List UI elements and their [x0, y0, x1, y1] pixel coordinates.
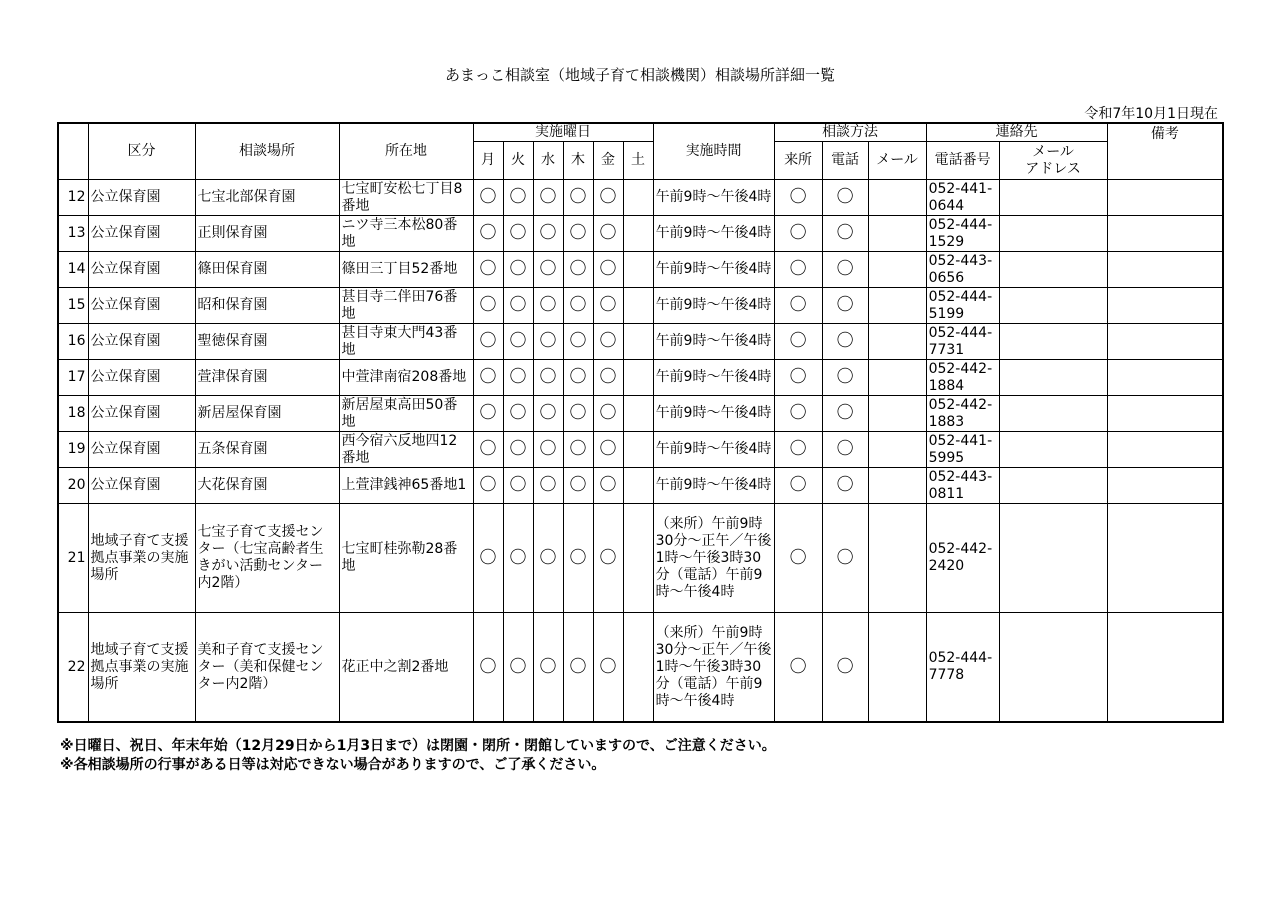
table-body	[58, 180, 1223, 723]
row-day-mark: 〇	[473, 613, 503, 723]
row-day-mark: 〇	[473, 360, 503, 396]
footnote-events: ※各相談場所の行事がある日等は対応できない場合がありますので、ご了承ください。	[60, 757, 606, 773]
row-hours: 午前9時～午後4時	[653, 396, 774, 432]
row-category: 公立保育園	[88, 180, 195, 216]
row-day-mark: 〇	[503, 396, 533, 432]
row-method-mark: 〇	[822, 252, 868, 288]
row-method-mark: 〇	[774, 324, 822, 360]
row-phone: 052-443-0656	[926, 252, 999, 288]
row-day-mark: 〇	[593, 432, 623, 468]
row-category: 公立保育園	[88, 360, 195, 396]
row-day-mark: 〇	[593, 324, 623, 360]
row-hours: （来所）午前9時30分～正午／午後1時～午後3時30分（電話）午前9時～午後4時	[653, 504, 774, 613]
table-row	[58, 180, 1223, 216]
header-method-mail: メール	[868, 142, 926, 180]
row-method-mark: 〇	[822, 180, 868, 216]
row-mail	[999, 216, 1107, 252]
row-method-mark	[868, 613, 926, 723]
row-hours: 午前9時～午後4時	[653, 288, 774, 324]
row-place: 聖徳保育園	[195, 324, 339, 360]
row-day-mark: 〇	[503, 180, 533, 216]
row-remarks	[1107, 468, 1223, 504]
row-place: 正則保育園	[195, 216, 339, 252]
row-day-mark: 〇	[503, 468, 533, 504]
header-contact-group: 連絡先	[926, 123, 1107, 142]
row-category: 公立保育園	[88, 468, 195, 504]
row-day-mark: 〇	[593, 216, 623, 252]
row-method-mark	[868, 216, 926, 252]
row-number: 13	[58, 216, 88, 252]
row-phone: 052-444-7778	[926, 613, 999, 723]
row-phone: 052-444-1529	[926, 216, 999, 252]
header-phone: 電話番号	[926, 142, 999, 180]
row-day-mark: 〇	[593, 252, 623, 288]
row-day-mark: 〇	[533, 468, 563, 504]
row-day-mark: 〇	[593, 613, 623, 723]
row-phone: 052-441-5995	[926, 432, 999, 468]
row-day-mark	[623, 360, 653, 396]
table-row	[58, 396, 1223, 432]
row-mail	[999, 288, 1107, 324]
consultation-table	[57, 122, 1224, 723]
row-phone: 052-442-2420	[926, 504, 999, 613]
row-remarks	[1107, 180, 1223, 216]
row-hours: 午前9時～午後4時	[653, 324, 774, 360]
row-mail	[999, 504, 1107, 613]
row-category: 公立保育園	[88, 432, 195, 468]
row-day-mark: 〇	[533, 360, 563, 396]
row-day-mark: 〇	[563, 396, 593, 432]
header-method-group: 相談方法	[774, 123, 926, 142]
row-mail	[999, 324, 1107, 360]
row-address: 西今宿六反地四12番地	[339, 432, 473, 468]
row-number: 18	[58, 396, 88, 432]
row-day-mark: 〇	[593, 468, 623, 504]
row-category: 地域子育て支援拠点事業の実施場所	[88, 613, 195, 723]
row-category: 地域子育て支援拠点事業の実施場所	[88, 504, 195, 613]
table-row	[58, 432, 1223, 468]
row-day-mark: 〇	[593, 504, 623, 613]
row-day-mark	[623, 432, 653, 468]
page-title: あまっこ相談室（地域子育て相談機関）相談場所詳細一覧	[444, 66, 835, 84]
header-method-phone: 電話	[822, 142, 868, 180]
row-day-mark: 〇	[593, 288, 623, 324]
row-method-mark: 〇	[822, 324, 868, 360]
row-place: 篠田保育園	[195, 252, 339, 288]
row-day-mark	[623, 504, 653, 613]
row-method-mark: 〇	[774, 613, 822, 723]
header-mail-line1: メール	[1032, 143, 1074, 160]
row-mail	[999, 613, 1107, 723]
row-remarks	[1107, 504, 1223, 613]
header-day-tue: 火	[503, 142, 533, 180]
row-method-mark: 〇	[774, 252, 822, 288]
header-day-thu: 木	[563, 142, 593, 180]
row-address: 篠田三丁目52番地	[339, 252, 473, 288]
row-day-mark	[623, 324, 653, 360]
row-method-mark: 〇	[774, 468, 822, 504]
row-address: 花正中之割2番地	[339, 613, 473, 723]
table-row	[58, 288, 1223, 324]
row-method-mark: 〇	[822, 216, 868, 252]
row-mail	[999, 180, 1107, 216]
row-day-mark: 〇	[563, 324, 593, 360]
row-address: 上萱津銭神65番地1	[339, 468, 473, 504]
row-hours: 午前9時～午後4時	[653, 360, 774, 396]
row-number: 21	[58, 504, 88, 613]
row-day-mark: 〇	[593, 396, 623, 432]
row-method-mark: 〇	[822, 396, 868, 432]
row-method-mark	[868, 252, 926, 288]
row-number: 14	[58, 252, 88, 288]
row-day-mark: 〇	[533, 432, 563, 468]
header-mail-line2: アドレス	[1025, 160, 1081, 177]
row-day-mark	[623, 396, 653, 432]
row-number: 22	[58, 613, 88, 723]
row-day-mark: 〇	[533, 252, 563, 288]
row-day-mark: 〇	[473, 216, 503, 252]
header-remarks: 備考	[1107, 123, 1223, 180]
footnotes	[60, 737, 776, 775]
row-address: 新居屋東高田50番地	[339, 396, 473, 432]
row-remarks	[1107, 216, 1223, 252]
table-row	[58, 504, 1223, 613]
row-method-mark: 〇	[774, 180, 822, 216]
row-remarks	[1107, 252, 1223, 288]
row-method-mark: 〇	[822, 504, 868, 613]
row-place: 七宝子育て支援センター（七宝高齢者生きがい活動センター内2階）	[195, 504, 339, 613]
row-day-mark: 〇	[533, 288, 563, 324]
row-category: 公立保育園	[88, 216, 195, 252]
row-mail	[999, 360, 1107, 396]
header-day-fri: 金	[593, 142, 623, 180]
header-mail-address	[999, 142, 1107, 180]
row-day-mark	[623, 288, 653, 324]
row-day-mark: 〇	[533, 180, 563, 216]
table-row	[58, 252, 1223, 288]
row-phone: 052-441-0644	[926, 180, 999, 216]
header-days-group: 実施曜日	[473, 123, 653, 142]
row-day-mark: 〇	[473, 432, 503, 468]
row-day-mark: 〇	[473, 504, 503, 613]
row-category: 公立保育園	[88, 396, 195, 432]
row-day-mark: 〇	[473, 288, 503, 324]
row-hours: 午前9時～午後4時	[653, 432, 774, 468]
header-day-sat: 土	[623, 142, 653, 180]
row-day-mark: 〇	[533, 324, 563, 360]
row-day-mark: 〇	[503, 288, 533, 324]
row-method-mark: 〇	[822, 432, 868, 468]
row-place: 美和子育て支援センター（美和保健センター内2階）	[195, 613, 339, 723]
row-day-mark: 〇	[473, 180, 503, 216]
row-method-mark: 〇	[774, 360, 822, 396]
header-day-mon: 月	[473, 142, 503, 180]
row-place: 萱津保育園	[195, 360, 339, 396]
row-phone: 052-444-5199	[926, 288, 999, 324]
row-remarks	[1107, 396, 1223, 432]
row-remarks	[1107, 324, 1223, 360]
row-day-mark: 〇	[533, 396, 563, 432]
header-number	[58, 123, 88, 180]
row-method-mark: 〇	[774, 288, 822, 324]
row-day-mark: 〇	[503, 432, 533, 468]
row-method-mark	[868, 396, 926, 432]
header-category: 区分	[88, 123, 195, 180]
table-row	[58, 468, 1223, 504]
row-number: 15	[58, 288, 88, 324]
row-number: 12	[58, 180, 88, 216]
header-day-wed: 水	[533, 142, 563, 180]
row-address: 七宝町桂弥勒28番地	[339, 504, 473, 613]
row-method-mark	[868, 504, 926, 613]
row-category: 公立保育園	[88, 252, 195, 288]
row-hours: 午前9時～午後4時	[653, 180, 774, 216]
row-number: 19	[58, 432, 88, 468]
row-day-mark	[623, 613, 653, 723]
row-day-mark	[623, 216, 653, 252]
row-number: 20	[58, 468, 88, 504]
row-day-mark: 〇	[563, 504, 593, 613]
row-phone: 052-444-7731	[926, 324, 999, 360]
row-day-mark: 〇	[503, 324, 533, 360]
row-day-mark: 〇	[563, 613, 593, 723]
row-place: 大花保育園	[195, 468, 339, 504]
as-of-date: 令和7年10月1日現在	[1084, 106, 1218, 122]
row-method-mark: 〇	[822, 360, 868, 396]
row-day-mark	[623, 468, 653, 504]
header-address: 所在地	[339, 123, 473, 180]
row-method-mark	[868, 324, 926, 360]
header-place: 相談場所	[195, 123, 339, 180]
row-mail	[999, 396, 1107, 432]
table-row	[58, 613, 1223, 723]
row-phone: 052-443-0811	[926, 468, 999, 504]
row-day-mark: 〇	[533, 504, 563, 613]
row-remarks	[1107, 613, 1223, 723]
table-row	[58, 324, 1223, 360]
row-place: 新居屋保育園	[195, 396, 339, 432]
row-day-mark: 〇	[563, 252, 593, 288]
row-method-mark: 〇	[822, 613, 868, 723]
row-remarks	[1107, 288, 1223, 324]
row-hours: 午前9時～午後4時	[653, 216, 774, 252]
row-day-mark: 〇	[533, 613, 563, 723]
row-remarks	[1107, 432, 1223, 468]
row-category: 公立保育園	[88, 324, 195, 360]
row-day-mark: 〇	[563, 288, 593, 324]
row-phone: 052-442-1884	[926, 360, 999, 396]
row-day-mark: 〇	[563, 216, 593, 252]
row-place: 七宝北部保育園	[195, 180, 339, 216]
row-day-mark	[623, 252, 653, 288]
row-day-mark: 〇	[473, 396, 503, 432]
row-day-mark: 〇	[503, 252, 533, 288]
row-method-mark: 〇	[774, 216, 822, 252]
row-category: 公立保育園	[88, 288, 195, 324]
row-address: 甚目寺二伴田76番地	[339, 288, 473, 324]
row-day-mark	[623, 180, 653, 216]
row-place: 五条保育園	[195, 432, 339, 468]
row-method-mark	[868, 360, 926, 396]
row-day-mark: 〇	[533, 216, 563, 252]
row-method-mark: 〇	[822, 288, 868, 324]
row-method-mark: 〇	[774, 396, 822, 432]
row-method-mark: 〇	[822, 468, 868, 504]
row-method-mark: 〇	[774, 504, 822, 613]
table-row	[58, 360, 1223, 396]
row-method-mark: 〇	[774, 432, 822, 468]
row-day-mark: 〇	[503, 504, 533, 613]
row-day-mark: 〇	[593, 180, 623, 216]
row-method-mark	[868, 288, 926, 324]
header-method-visit: 来所	[774, 142, 822, 180]
row-hours: 午前9時～午後4時	[653, 468, 774, 504]
row-method-mark	[868, 468, 926, 504]
row-day-mark: 〇	[503, 360, 533, 396]
row-day-mark: 〇	[473, 252, 503, 288]
table-row	[58, 216, 1223, 252]
row-address: 中萱津南宿208番地	[339, 360, 473, 396]
row-method-mark	[868, 432, 926, 468]
header-hours: 実施時間	[653, 123, 774, 180]
row-address: ニツ寺三本松80番地	[339, 216, 473, 252]
row-phone: 052-442-1883	[926, 396, 999, 432]
row-mail	[999, 468, 1107, 504]
row-method-mark	[868, 180, 926, 216]
row-remarks	[1107, 360, 1223, 396]
row-hours: 午前9時～午後4時	[653, 252, 774, 288]
row-number: 16	[58, 324, 88, 360]
row-day-mark: 〇	[503, 613, 533, 723]
footnote-closed-days: ※日曜日、祝日、年末年始（12月29日から1月3日まで）は閉園・閉所・閉館していますので、ご注意ください。	[60, 738, 776, 754]
row-hours: （来所）午前9時30分～正午／午後1時～午後3時30分（電話）午前9時～午後4時	[653, 613, 774, 723]
row-place: 昭和保育園	[195, 288, 339, 324]
row-day-mark: 〇	[503, 216, 533, 252]
row-day-mark: 〇	[563, 180, 593, 216]
row-day-mark: 〇	[563, 360, 593, 396]
row-mail	[999, 432, 1107, 468]
row-day-mark: 〇	[473, 324, 503, 360]
row-number: 17	[58, 360, 88, 396]
row-day-mark: 〇	[563, 432, 593, 468]
row-address: 七宝町安松七丁目8番地	[339, 180, 473, 216]
row-mail	[999, 252, 1107, 288]
row-day-mark: 〇	[593, 360, 623, 396]
row-day-mark: 〇	[473, 468, 503, 504]
row-day-mark: 〇	[563, 468, 593, 504]
row-address: 甚目寺東大門43番地	[339, 324, 473, 360]
